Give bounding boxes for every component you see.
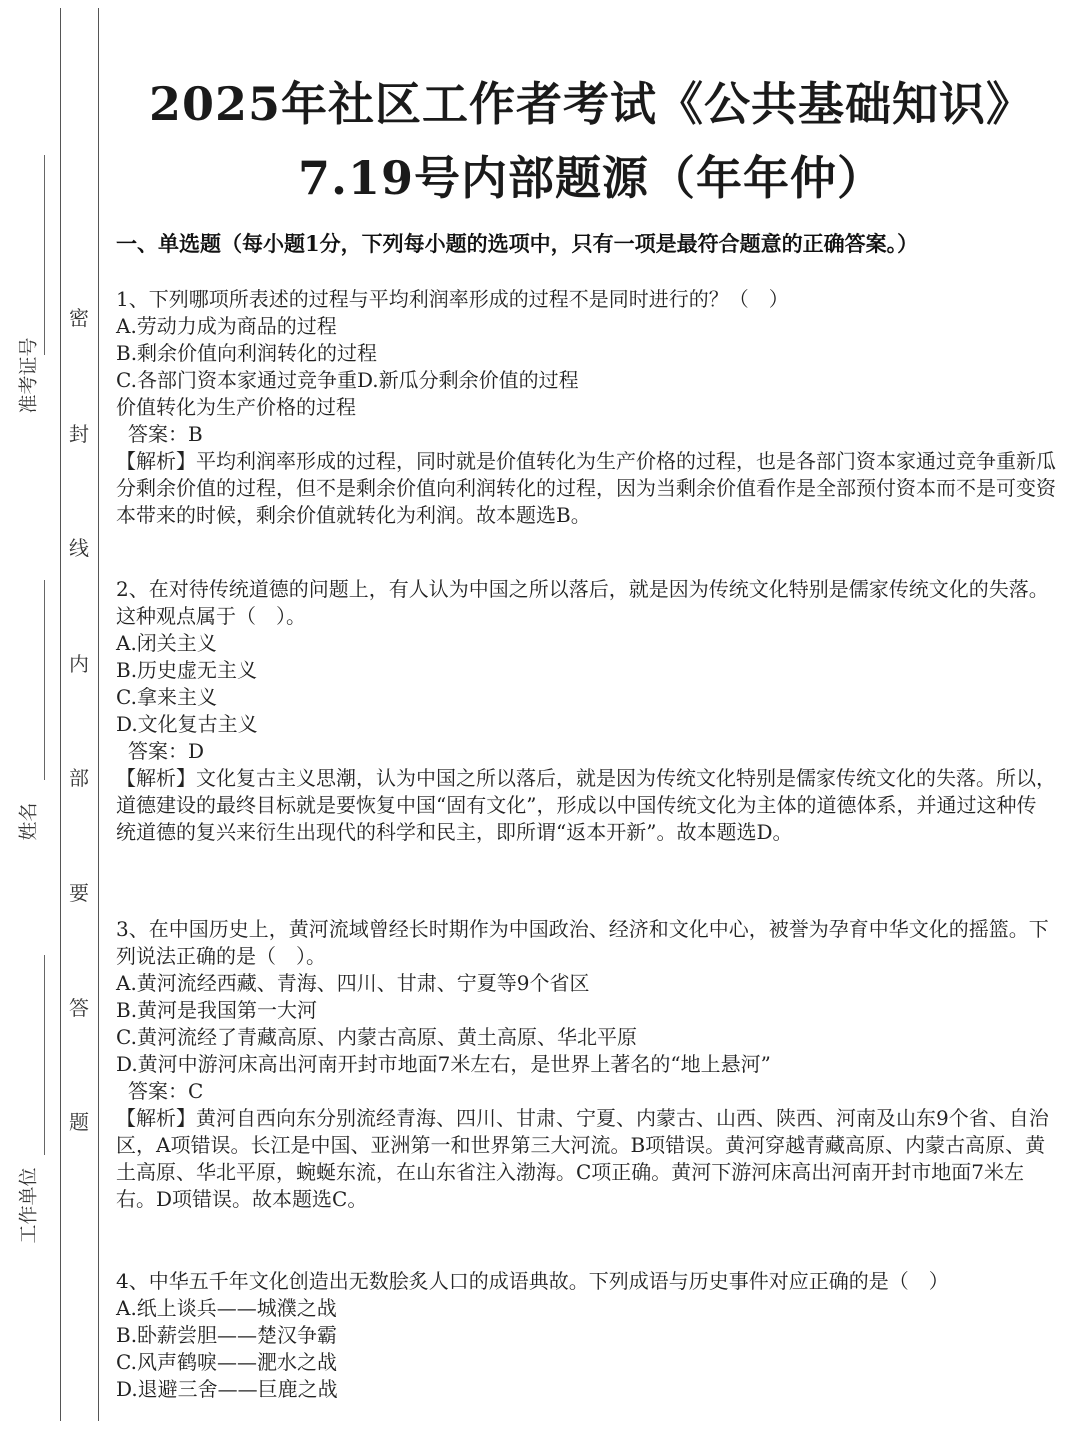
label-name: 姓名 [17,802,40,841]
page-subtitle: 7.19号内部题源（年年仲） [297,151,885,205]
page-title: 2025年社区工作者考试《公共基础知识》 [148,77,1034,131]
question-stem: 4、中华五千年文化创造出无数脍炙人口的成语典故。下列成语与历史事件对应正确的是（ ） [116,1269,949,1293]
option-d: D.退避三舍——巨鹿之战 [116,1377,338,1401]
option-b: B.剩余价值向利润转化的过程 [116,341,378,365]
answer: 答案：C [128,1079,204,1103]
seal-char: 密 [69,306,89,330]
answer: 答案：B [128,422,203,446]
option-c: C.各部门资本家通过竞争重D.新瓜分剩余价值的过程 [116,368,579,392]
label-work-unit: 工作单位 [17,1167,40,1244]
question-1 [116,286,1056,529]
option-c: C.黄河流经了青藏高原、内蒙古高原、黄土高原、华北平原 [116,1025,637,1049]
blank-line-name [44,580,45,780]
seal-char: 线 [69,536,89,560]
analysis: 【解析】文化复古主义思潮，认为中国之所以落后，就是因为传统文化特别是儒家传统文化的失落。所以，道德建设的最终目标就是要恢复中国“固有文化”，形成以中国传统文化为主体的道德体系，并通过这种传统道德的复兴来衍生出现代的科学和民主，即所谓“返本开新”。故本题选D。 [116,766,1056,844]
option-c: C.拿来主义 [116,685,217,709]
option-d: D.文化复古主义 [116,712,258,736]
margin-line-left [60,8,61,1421]
option-b: B.历史虚无主义 [116,658,258,682]
option-a: A.劳动力成为商品的过程 [116,314,337,338]
seal-char: 封 [69,422,89,446]
question-stem: 2、在对待传统道德的问题上，有人认为中国之所以落后，就是因为传统文化特别是儒家传统文化的失落。这种观点属于（ ）。 [116,577,1049,628]
question-2 [116,576,1056,846]
seal-char: 部 [69,766,89,790]
seal-char: 题 [69,1110,89,1134]
option-d: D.黄河中游河床高出河南开封市地面7米左右，是世界上著名的“地上悬河” [116,1052,771,1076]
margin-line-right [98,8,99,1421]
option-c-cont: 价值转化为生产价格的过程 [116,395,356,419]
seal-char: 要 [69,881,89,905]
option-a: A.黄河流经西藏、青海、四川、甘肃、宁夏等9个省区 [116,971,590,995]
option-a: A.闭关主义 [116,631,217,655]
blank-line-unit [44,955,45,1155]
question-3 [116,916,1056,1213]
option-c: C.风声鹤唳——淝水之战 [116,1350,337,1374]
seal-char: 答 [69,996,89,1020]
seal-char: 内 [69,652,89,676]
option-b: B.卧薪尝胆——楚汉争霸 [116,1323,338,1347]
section-heading: 一、单选题（每小题1分，下列每小题的选项中，只有一项是最符合题意的正确答案。） [116,231,919,256]
analysis: 【解析】平均利润率形成的过程，同时就是价值转化为生产价格的过程，也是各部门资本家通过竞争重新瓜分剩余价值的过程，但不是剩余价值向利润转化的过程，因为当剩余价值看作是全部预付资本而不是可变资本带来的时候，剩余价值就转化为利润。故本题选B。 [116,449,1056,527]
question-stem: 3、在中国历史上，黄河流域曾经长时期作为中国政治、经济和文化中心，被誉为孕育中华文化的摇篮。下列说法正确的是（ ）。 [116,917,1049,968]
analysis: 【解析】黄河自西向东分别流经青海、四川、甘肃、宁夏、内蒙古、山西、陕西、河南及山东9个省、自治区，A项错误。长江是中国、亚洲第一和世界第三大河流。B项错误。黄河穿越青藏高原、内蒙古高原、黄土高原、华北平原，蜿蜒东流，在山东省注入渤海。C项正确。黄河下游河床高出河南开封市地面7米左右。D项错误。故本题选C。 [116,1106,1049,1211]
question-stem: 1、下列哪项所表述的过程与平均利润率形成的过程不是同时进行的？（ ） [116,287,789,311]
label-exam-id: 准考证号 [17,337,40,414]
option-a: A.纸上谈兵——城濮之战 [116,1296,337,1320]
blank-line-id [44,155,45,355]
answer: 答案：D [128,739,205,763]
option-b: B.黄河是我国第一大河 [116,998,318,1022]
question-4 [116,1268,1056,1403]
